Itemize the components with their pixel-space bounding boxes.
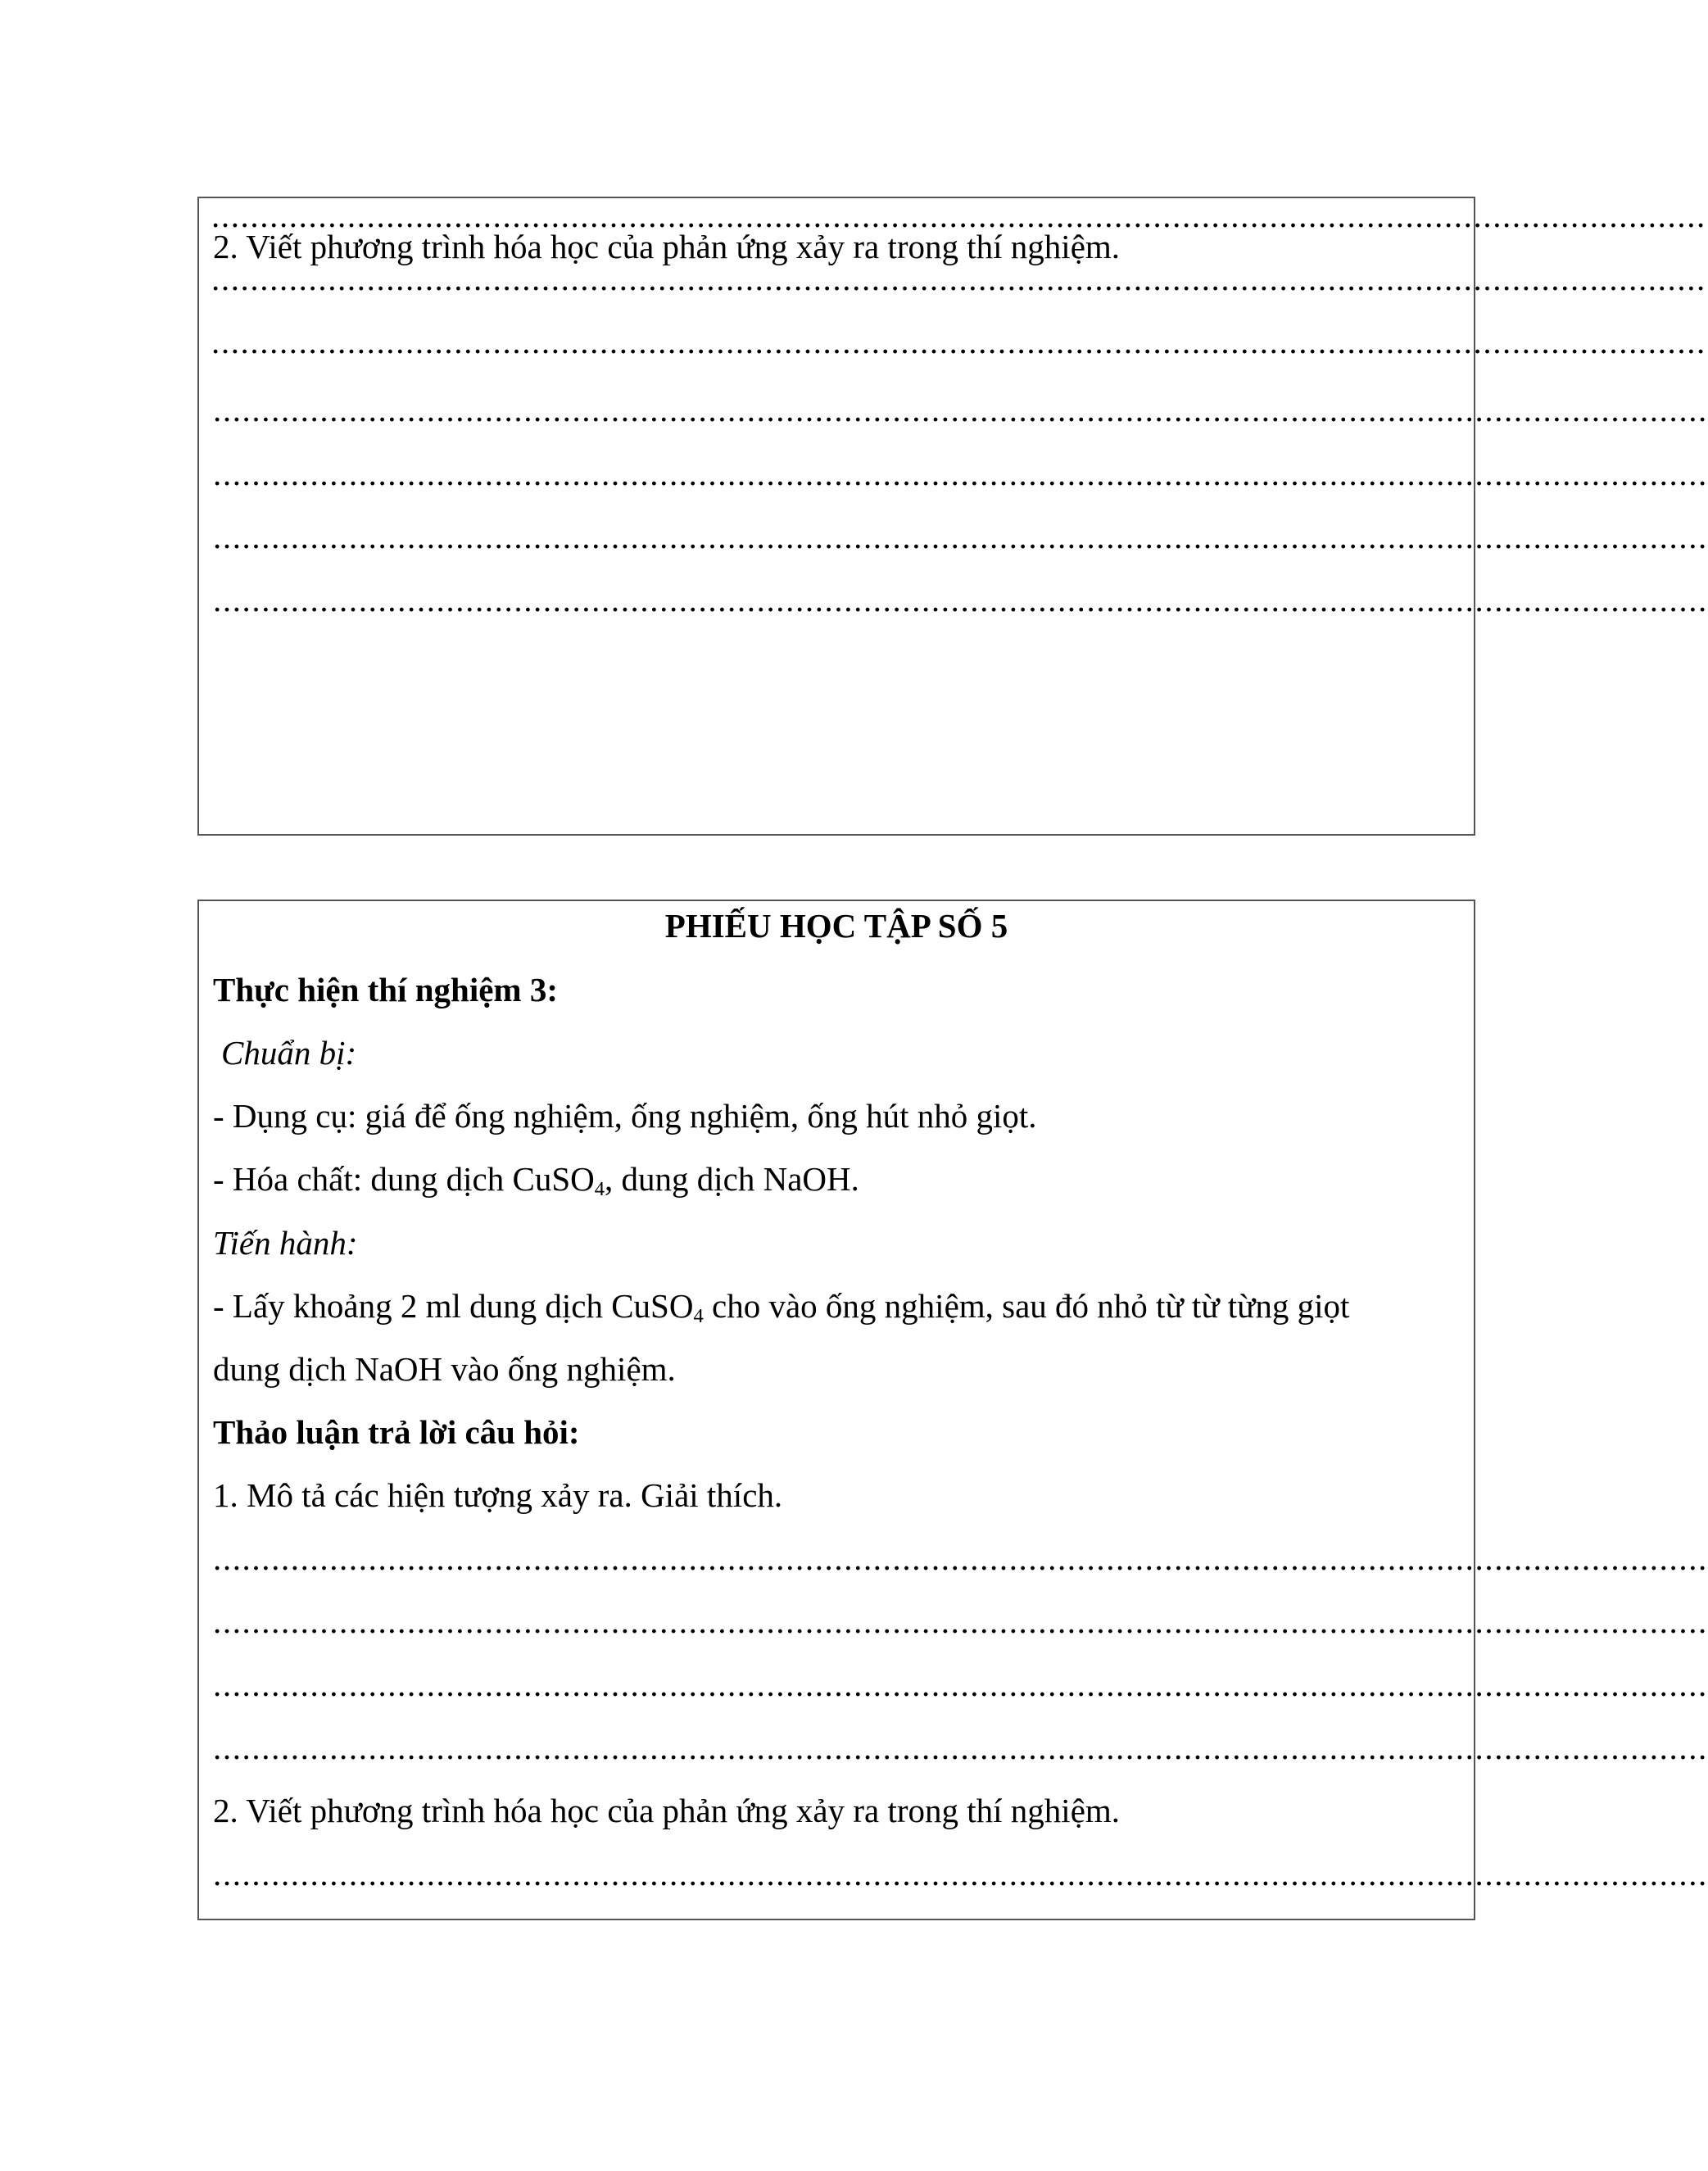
procedure-text-line2: dung dịch NaOH vào ống nghiệm. bbox=[213, 1350, 676, 1388]
answer-dotted-line: .......................................................................................................................................................... bbox=[213, 518, 1708, 555]
procedure-prefix: - Lấy khoảng 2 ml dung dịch CuSO bbox=[213, 1287, 694, 1325]
experiment-heading: Thực hiện thí nghiệm 3: bbox=[213, 971, 558, 1008]
worksheet-5-box bbox=[197, 900, 1708, 1920]
answer-dotted-line: .......................................................................................................................................................... bbox=[213, 391, 1708, 428]
chemicals-text bbox=[213, 1156, 1451, 1202]
question-2-text: 2. Viết phương trình hóa học của phản ứng xảy ra trong thí nghiệm. bbox=[213, 1792, 1121, 1829]
discussion-heading: Thảo luận trả lời câu hỏi: bbox=[213, 1413, 580, 1451]
question-2-text: 2. Viết phương trình hóa học của phản ứng xảy ra trong thí nghiệm. bbox=[213, 228, 1121, 265]
procedure-subscript: 4 bbox=[693, 1305, 704, 1328]
chemicals-subscript: 4 bbox=[594, 1178, 605, 1201]
answer-dotted-line: .......................................................................................................................................................... bbox=[211, 323, 1706, 360]
chemicals-suffix: , dung dịch NaOH. bbox=[605, 1160, 859, 1198]
answer-dotted-line: .......................................................................................................................................................... bbox=[211, 197, 1706, 234]
answer-dotted-line: .......................................................................................................................................................... bbox=[213, 1729, 1708, 1766]
answer-dotted-line: .......................................................................................................................................................... bbox=[213, 1602, 1708, 1640]
answer-dotted-line: .......................................................................................................................................................... bbox=[213, 1539, 1708, 1577]
procedure-suffix: cho vào ống nghiệm, sau đó nhỏ từ từ từng giọt bbox=[703, 1287, 1350, 1325]
answer-dotted-line: .......................................................................................................................................................... bbox=[213, 1855, 1708, 1892]
procedure-label: Tiến hành: bbox=[213, 1224, 358, 1262]
procedure-text-line1 bbox=[213, 1283, 1467, 1329]
answer-dotted-line: .......................................................................................................................................................... bbox=[211, 260, 1706, 297]
worksheet-continued-lines bbox=[197, 197, 1708, 836]
tools-text: - Dụng cụ: giá để ống nghiệm, ống nghiệm, ống hút nhỏ giọt. bbox=[213, 1097, 1037, 1135]
chemicals-prefix: - Hóa chất: dung dịch CuSO bbox=[213, 1160, 595, 1198]
answer-dotted-line: .......................................................................................................................................................... bbox=[213, 581, 1708, 619]
question-1-text: 1. Mô tả các hiện tượng xảy ra. Giải thích. bbox=[213, 1476, 783, 1514]
worksheet-title: PHIẾU HỌC TẬP SỐ 5 bbox=[664, 907, 1008, 945]
preparation-label: Chuẩn bị: bbox=[221, 1034, 357, 1072]
answer-dotted-line: .......................................................................................................................................................... bbox=[213, 455, 1708, 492]
answer-dotted-line: .......................................................................................................................................................... bbox=[213, 1666, 1708, 1703]
